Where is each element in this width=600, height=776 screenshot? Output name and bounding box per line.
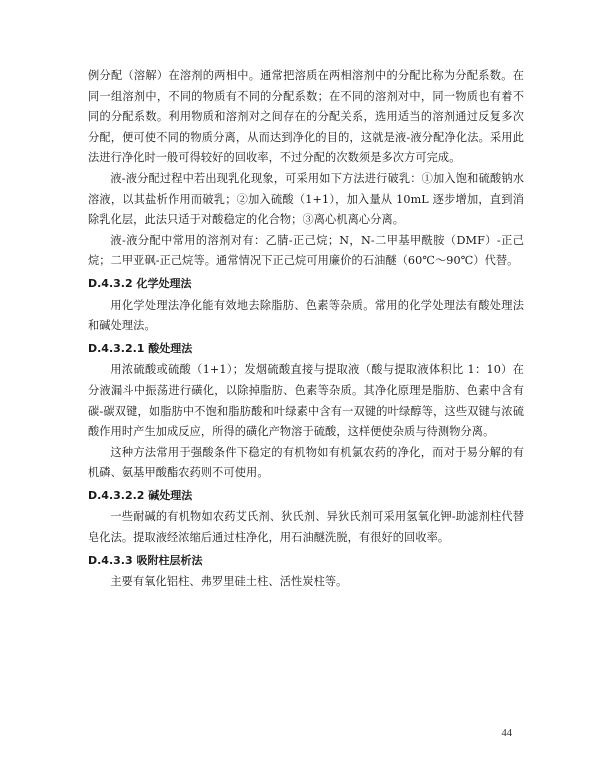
paragraph-acid-treatment: 用浓硫酸或硫酸（1+1）；发烟硫酸直接与提取液（酸与提取液体积比 1：10）在分液漏斗中振荡进行磺化，以除掉脂肪、色素等杂质。其净化原理是脂肪、色素中含有碳-碳双键，如脂肪中不饱和脂肪酸和叶绿素中含有一双键的叶绿醇等，这些双键与浓硫酸作用时产生加成反应，所得的磺化产物溶于硫酸，这样便使杂质与待测物分离。 (88, 363, 524, 439)
paragraph-chemical-treatment: 用化学处理法净化能有效地去除脂肪、色素等杂质。常用的化学处理法有酸处理法和碱处理法。 (88, 298, 524, 333)
page-number: 44 (501, 728, 512, 739)
section-heading-chemical-treatment: D.4.3.2 化学处理法 (88, 276, 192, 290)
section-heading-acid-treatment: D.4.3.2.1 酸处理法 (88, 341, 193, 355)
document-body (88, 66, 524, 593)
paragraph-column-types: 主要有氧化铝柱、弗罗里硅土柱、活性炭柱等。 (110, 575, 348, 589)
paragraph-emulsion-breaking: 液-液分配过程中若出现乳化现象，可采用如下方法进行破乳：①加入饱和硫酸钠水溶液，以其盐析作用而破乳；②加入硫酸（1+1），加入量从 10mL 逐步增加，直到消除乳化层，此法只适于对酸稳定的化合物；③离心机离心分离。 (88, 171, 524, 227)
paragraph-partition-coefficient: 例分配（溶解）在溶剂的两相中。通常把溶质在两相溶剂中的分配比称为分配系数。在同一组溶剂中，不同的物质有不同的分配系数；在不同的溶剂对中，同一物质也有着不同的分配系数。利用物质和溶剂对之间存在的分配关系，选用适当的溶剂通过反复多次分配，便可使不同的物质分离，从而达到净化的目的，这就是液-液分配净化法。采用此法进行净化时一般可得较好的回收率，不过分配的次数须是多次方可完成。 (88, 69, 524, 165)
section-heading-base-treatment: D.4.3.2.2 碱处理法 (88, 488, 193, 502)
paragraph-acid-applicability: 这种方法常用于强酸条件下稳定的有机物如有机氯农药的净化，而对于易分解的有机磷、氨基甲酸酯农药则不可使用。 (88, 445, 524, 480)
paragraph-solvent-pairs: 液-液分配中常用的溶剂对有：乙腈-正己烷；N，N-二甲基甲酰胺（DMF）-正己烷；二甲亚砜-正己烷等。通常情况下正己烷可用廉价的石油醚（60℃～90℃）代替。 (88, 233, 524, 268)
section-heading-column-chromatography: D.4.3.3 吸附柱层析法 (88, 553, 203, 567)
paragraph-base-treatment: 一些耐碱的有机物如农药艾氏剂、狄氏剂、异狄氏剂可采用氢氧化钾-助滤剂柱代替皂化法。提取液经浓缩后通过柱净化，用石油醚洗脱，有很好的回收率。 (88, 510, 524, 545)
